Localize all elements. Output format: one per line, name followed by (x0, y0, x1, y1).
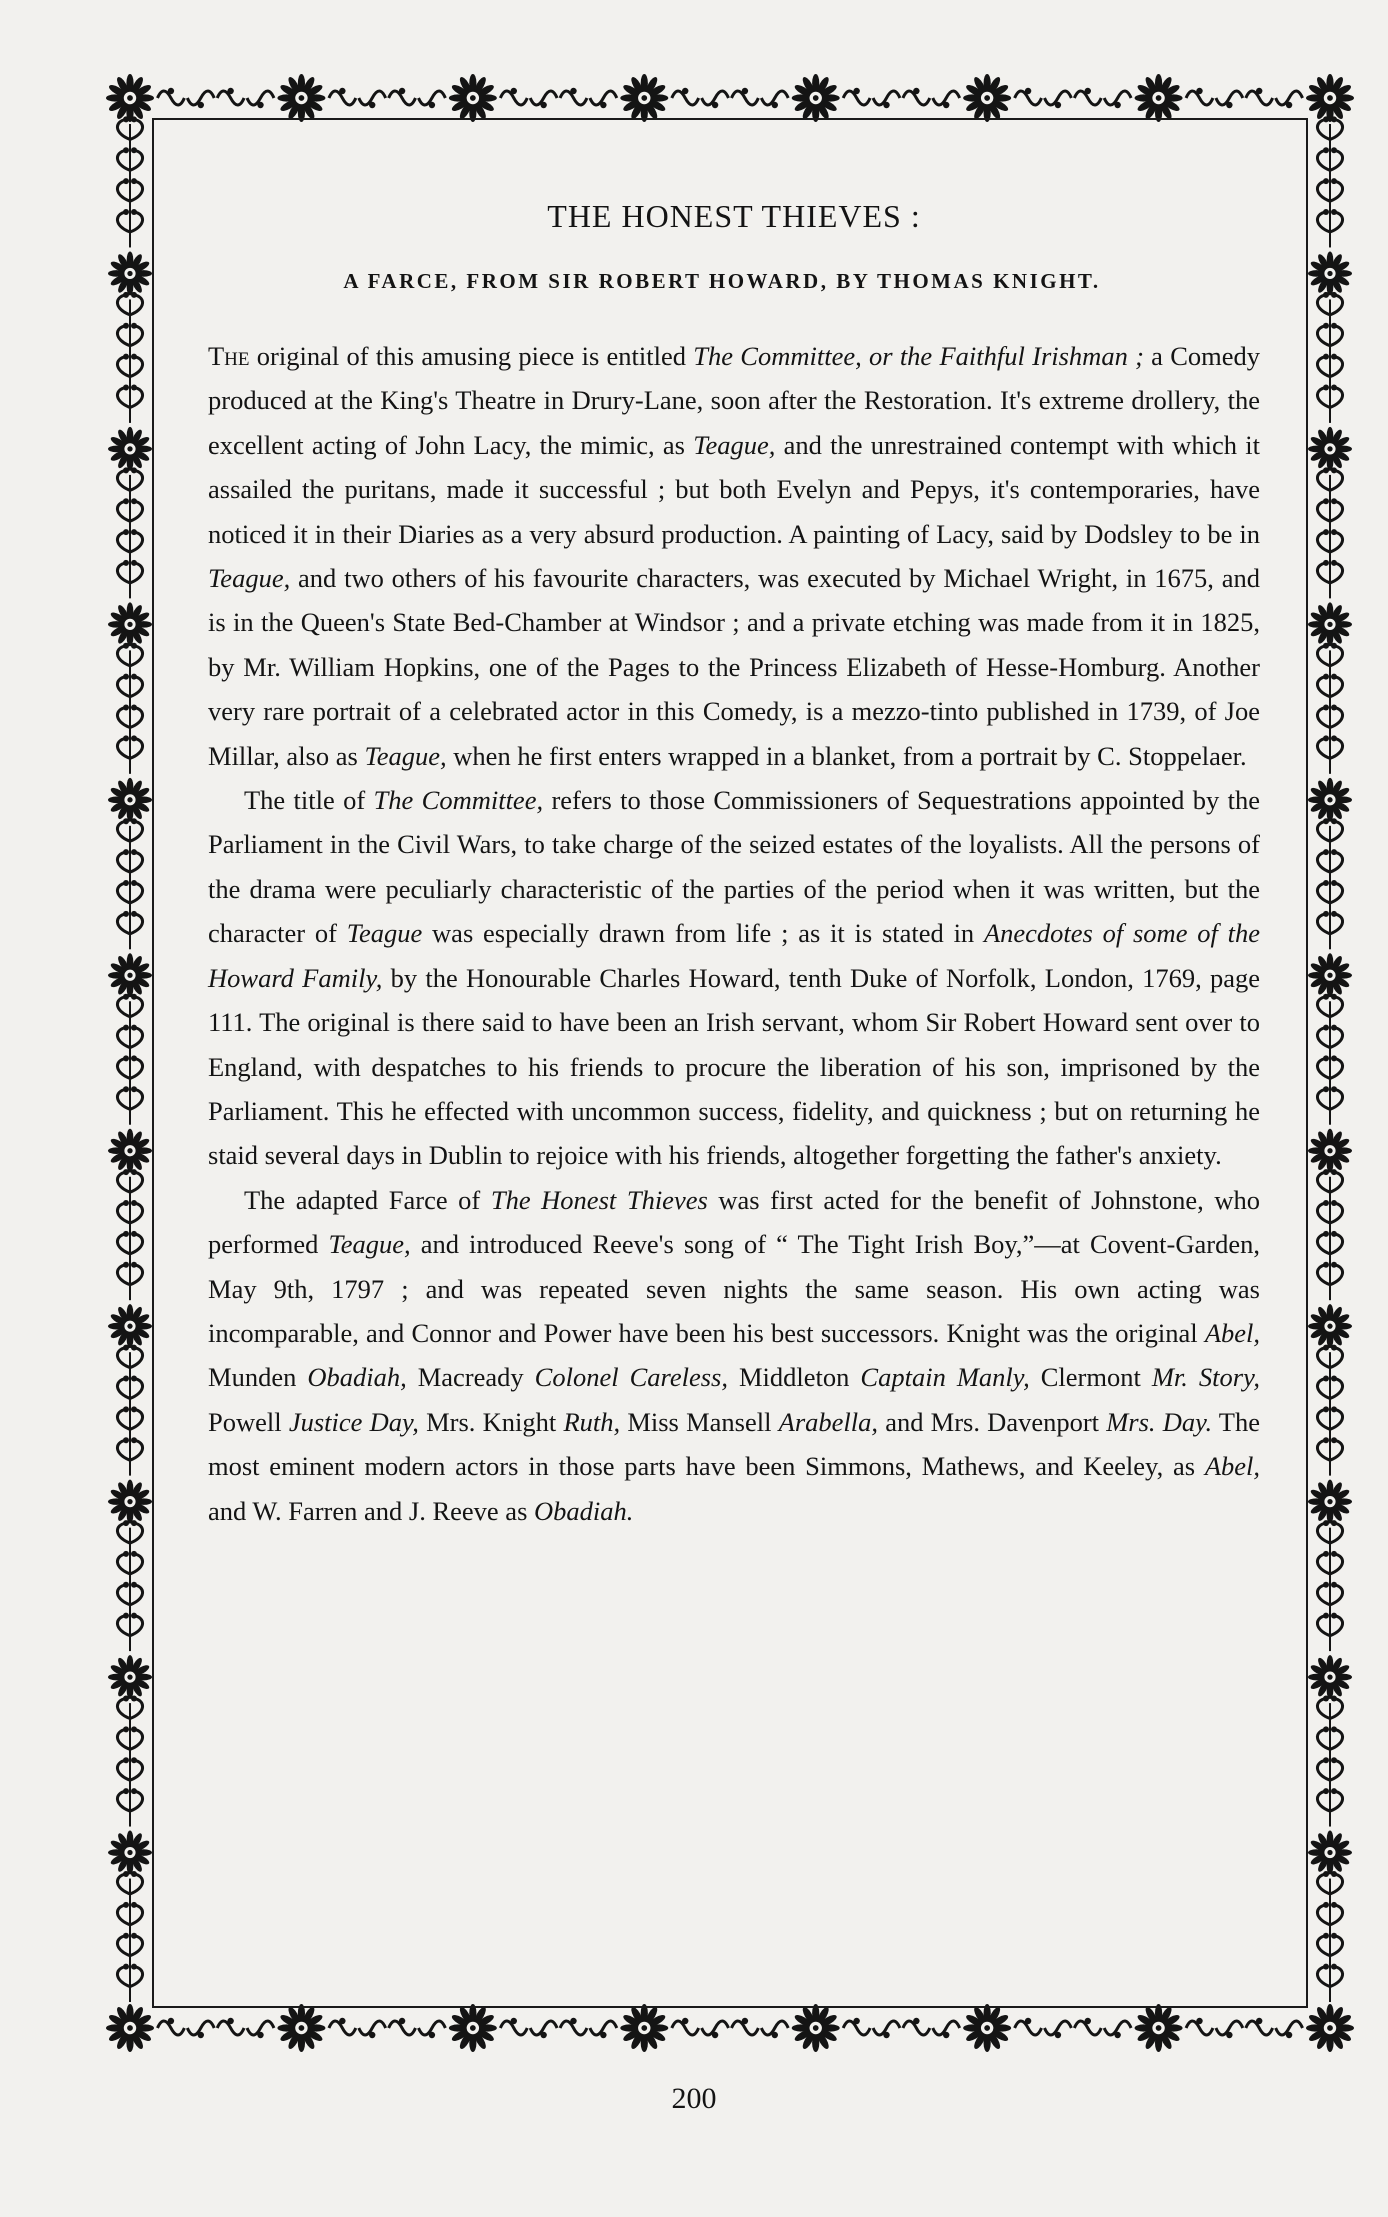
scroll-icon (117, 1871, 142, 2002)
rosette-icon (108, 1129, 152, 1173)
text-run: Teague, (208, 563, 291, 594)
scroll-icon (329, 2018, 445, 2038)
rosette-icon (106, 2004, 154, 2052)
scroll-icon (672, 88, 788, 108)
scroll-icon (117, 818, 142, 949)
text-run: Obadiah, (307, 1362, 407, 1393)
scroll-icon (1317, 1696, 1342, 1827)
rosette-icon (108, 602, 152, 646)
rosette-icon (277, 74, 325, 122)
rosette-icon (1135, 74, 1183, 122)
scroll-icon (117, 1345, 142, 1476)
rosette-icon (620, 2004, 668, 2052)
text-run: Anecdotes of some of the Howard Family, (208, 918, 1260, 993)
text-run: The adapted Farce of (244, 1184, 491, 1215)
rosette-icon (1308, 1304, 1352, 1348)
paragraph-2 (208, 778, 1260, 1178)
scroll-icon (1015, 88, 1131, 108)
rosette-icon (1308, 602, 1352, 646)
scroll-icon (843, 88, 959, 108)
scroll-icon (1317, 1871, 1342, 2002)
text-run: The Honest Thieves (490, 1184, 708, 1215)
rosette-icon (277, 2004, 325, 2052)
scroll-icon (1186, 88, 1302, 108)
rosette-icon (963, 74, 1011, 122)
text-run: Arabella, (778, 1406, 879, 1437)
text-run: was especially drawn from life ; as it is stated in (422, 918, 984, 949)
scroll-icon (500, 88, 616, 108)
text-run: was first acted for the benefit of Johnstone, who performed (208, 1184, 1260, 1260)
text-run: Teague, (364, 740, 447, 771)
paragraph-3 (208, 1178, 1260, 1533)
rosette-icon (1308, 1655, 1352, 1699)
text-run: The (208, 341, 250, 371)
scroll-icon (329, 88, 445, 108)
text-run: The Committee, or the Faithful Irishman ; (693, 341, 1144, 371)
text-run: original of this amusing piece is entitled (249, 341, 694, 371)
text-run: Miss Mansell (620, 1406, 779, 1437)
scroll-icon (1186, 2018, 1302, 2038)
scroll-icon (117, 116, 142, 247)
rosette-icon (792, 2004, 840, 2052)
scroll-icon (117, 1696, 142, 1827)
scroll-icon (117, 643, 142, 774)
rosette-icon (1308, 953, 1352, 997)
rosette-icon (963, 2004, 1011, 2052)
text-run: Colonel Careless, (534, 1362, 728, 1393)
rosette-icon (108, 1831, 152, 1875)
scroll-icon (1317, 1169, 1342, 1300)
scroll-icon (157, 88, 273, 108)
rosette-icon (449, 74, 497, 122)
text-run: Mr. Story, (1151, 1362, 1261, 1393)
scroll-icon (117, 1520, 142, 1651)
text-run: The title of (244, 785, 374, 816)
text-run: Teague, (693, 429, 776, 460)
text-run: and the unrestrained contempt with which it assailed the puritans, made it successful ; but both Evelyn and Pepys, it's contemporaries, have noticed it in their Diaries as a very absurd production. A painting of Lacy, said by Dodsley to be in (208, 429, 1260, 549)
rosette-icon (1306, 2004, 1354, 2052)
scroll-icon (1317, 643, 1342, 774)
text-run: and W. Farren and J. Reeve as (208, 1495, 535, 1526)
page-number: 200 (671, 2082, 717, 2115)
scroll-icon (157, 2018, 273, 2038)
rosette-icon (108, 427, 152, 471)
text-run: Ruth, (563, 1406, 621, 1437)
text-run: Justice Day, (288, 1406, 419, 1437)
rosette-icon (108, 1480, 152, 1524)
scroll-icon (1317, 292, 1342, 423)
text-run: and introduced Reeve's song of “ The Tight Irish Boy,”—at Covent-Garden, May 9th, 1797 ; and was repeated seven nights the same season. His own acting was incomparable, and Connor and Power have been his best successors. Knight was the original (208, 1229, 1260, 1348)
text-run: Munden (208, 1362, 308, 1393)
text-run: when he first enters wrapped in a blanket, from a portrait by C. Stoppelaer. (446, 740, 1247, 771)
text-run: a Comedy produced at the King's Theatre in Drury-Lane, soon after the Restoration. It's extreme drollery, the excellent acting of John Lacy, the mimic, as (208, 341, 1260, 460)
rosette-icon (1306, 74, 1354, 122)
text-run: Obadiah. (534, 1495, 634, 1526)
text-run: and Mrs. Davenport (878, 1406, 1107, 1437)
rosette-icon (1308, 778, 1352, 822)
text-run: Abel, (1204, 1317, 1260, 1348)
rosette-icon (1308, 427, 1352, 471)
scroll-icon (1317, 467, 1342, 598)
scroll-icon (1317, 1520, 1342, 1651)
text-run: by the Honourable Charles Howard, tenth Duke of Norfolk, London, 1769, page 111. The original is there said to have been an Irish servant, whom Sir Robert Howard sent over to England, with despatches to his friends to procure the liberation of his son, imprisoned by the Parliament. This he effected with uncommon success, fidelity, and quickness ; but on returning he staid several days in Dublin to rejoice with his friends, altogether forgetting the father's anxiety. (208, 962, 1260, 1171)
page-title: THE HONEST THIEVES : (547, 198, 921, 234)
rosette-icon (1308, 1129, 1352, 1173)
body-text (208, 334, 1260, 1533)
text-run: Captain Manly, (860, 1362, 1030, 1393)
scroll-icon (1317, 818, 1342, 949)
rosette-icon (1308, 1831, 1352, 1875)
scroll-icon (500, 2018, 616, 2038)
text-run: and two others of his favourite characters, was executed by Michael Wright, in 1675, and is in the Queen's State Bed-Chamber at Windsor ; and a private etching was made from it in 1825, by Mr. William Hopkins, one of the Pages to the Princess Elizabeth of Hesse-Homburg. Another very rare portrait of a celebrated actor in this Comedy, is a mezzo-tinto published in 1739, of Joe Millar, also as (208, 563, 1260, 771)
scroll-icon (1317, 1345, 1342, 1476)
rosette-icon (1308, 1480, 1352, 1524)
scroll-icon (117, 994, 142, 1125)
text-run: The most eminent modern actors in those parts have been Simmons, Mathews, and Keeley, as (208, 1406, 1260, 1482)
page-content (208, 198, 1260, 1533)
text-run: The Committee, (373, 785, 544, 816)
text-run: Mrs. Knight (418, 1406, 564, 1437)
rosette-icon (792, 74, 840, 122)
text-run: refers to those Commissioners of Sequestrations appointed by the Parliament in the Civil Wars, to take charge of the seized estates of the loyalists. All the persons of the drama were peculiarly characteristic of the parties of the period when it was written, but the character of (208, 785, 1261, 949)
rosette-icon (449, 2004, 497, 2052)
rosette-icon (620, 74, 668, 122)
scroll-icon (1317, 994, 1342, 1125)
subtitle: A FARCE, FROM SIR ROBERT HOWARD, BY THOMAS KNIGHT. (343, 269, 1101, 293)
rosette-icon (108, 251, 152, 295)
scroll-icon (672, 2018, 788, 2038)
scroll-icon (117, 467, 142, 598)
text-run: Teague (346, 918, 423, 949)
rosette-icon (108, 953, 152, 997)
scroll-icon (1317, 116, 1342, 247)
rosette-icon (108, 778, 152, 822)
rosette-icon (108, 1655, 152, 1699)
scroll-icon (117, 292, 142, 423)
scroll-icon (843, 2018, 959, 2038)
paragraph-1 (208, 334, 1260, 778)
rosette-icon (108, 1304, 152, 1348)
scroll-icon (1015, 2018, 1131, 2038)
text-run: Teague, (328, 1229, 411, 1260)
text-run: Mrs. Day. (1106, 1406, 1213, 1437)
rosette-icon (106, 74, 154, 122)
scroll-icon (117, 1169, 142, 1300)
rosette-icon (1308, 251, 1352, 295)
text-run: Clermont (1029, 1362, 1152, 1393)
text-run: Middleton (727, 1362, 861, 1393)
text-run: Powell (208, 1406, 289, 1437)
rosette-icon (1135, 2004, 1183, 2052)
text-run: Macready (406, 1362, 535, 1393)
text-run: Abel, (1204, 1451, 1260, 1482)
